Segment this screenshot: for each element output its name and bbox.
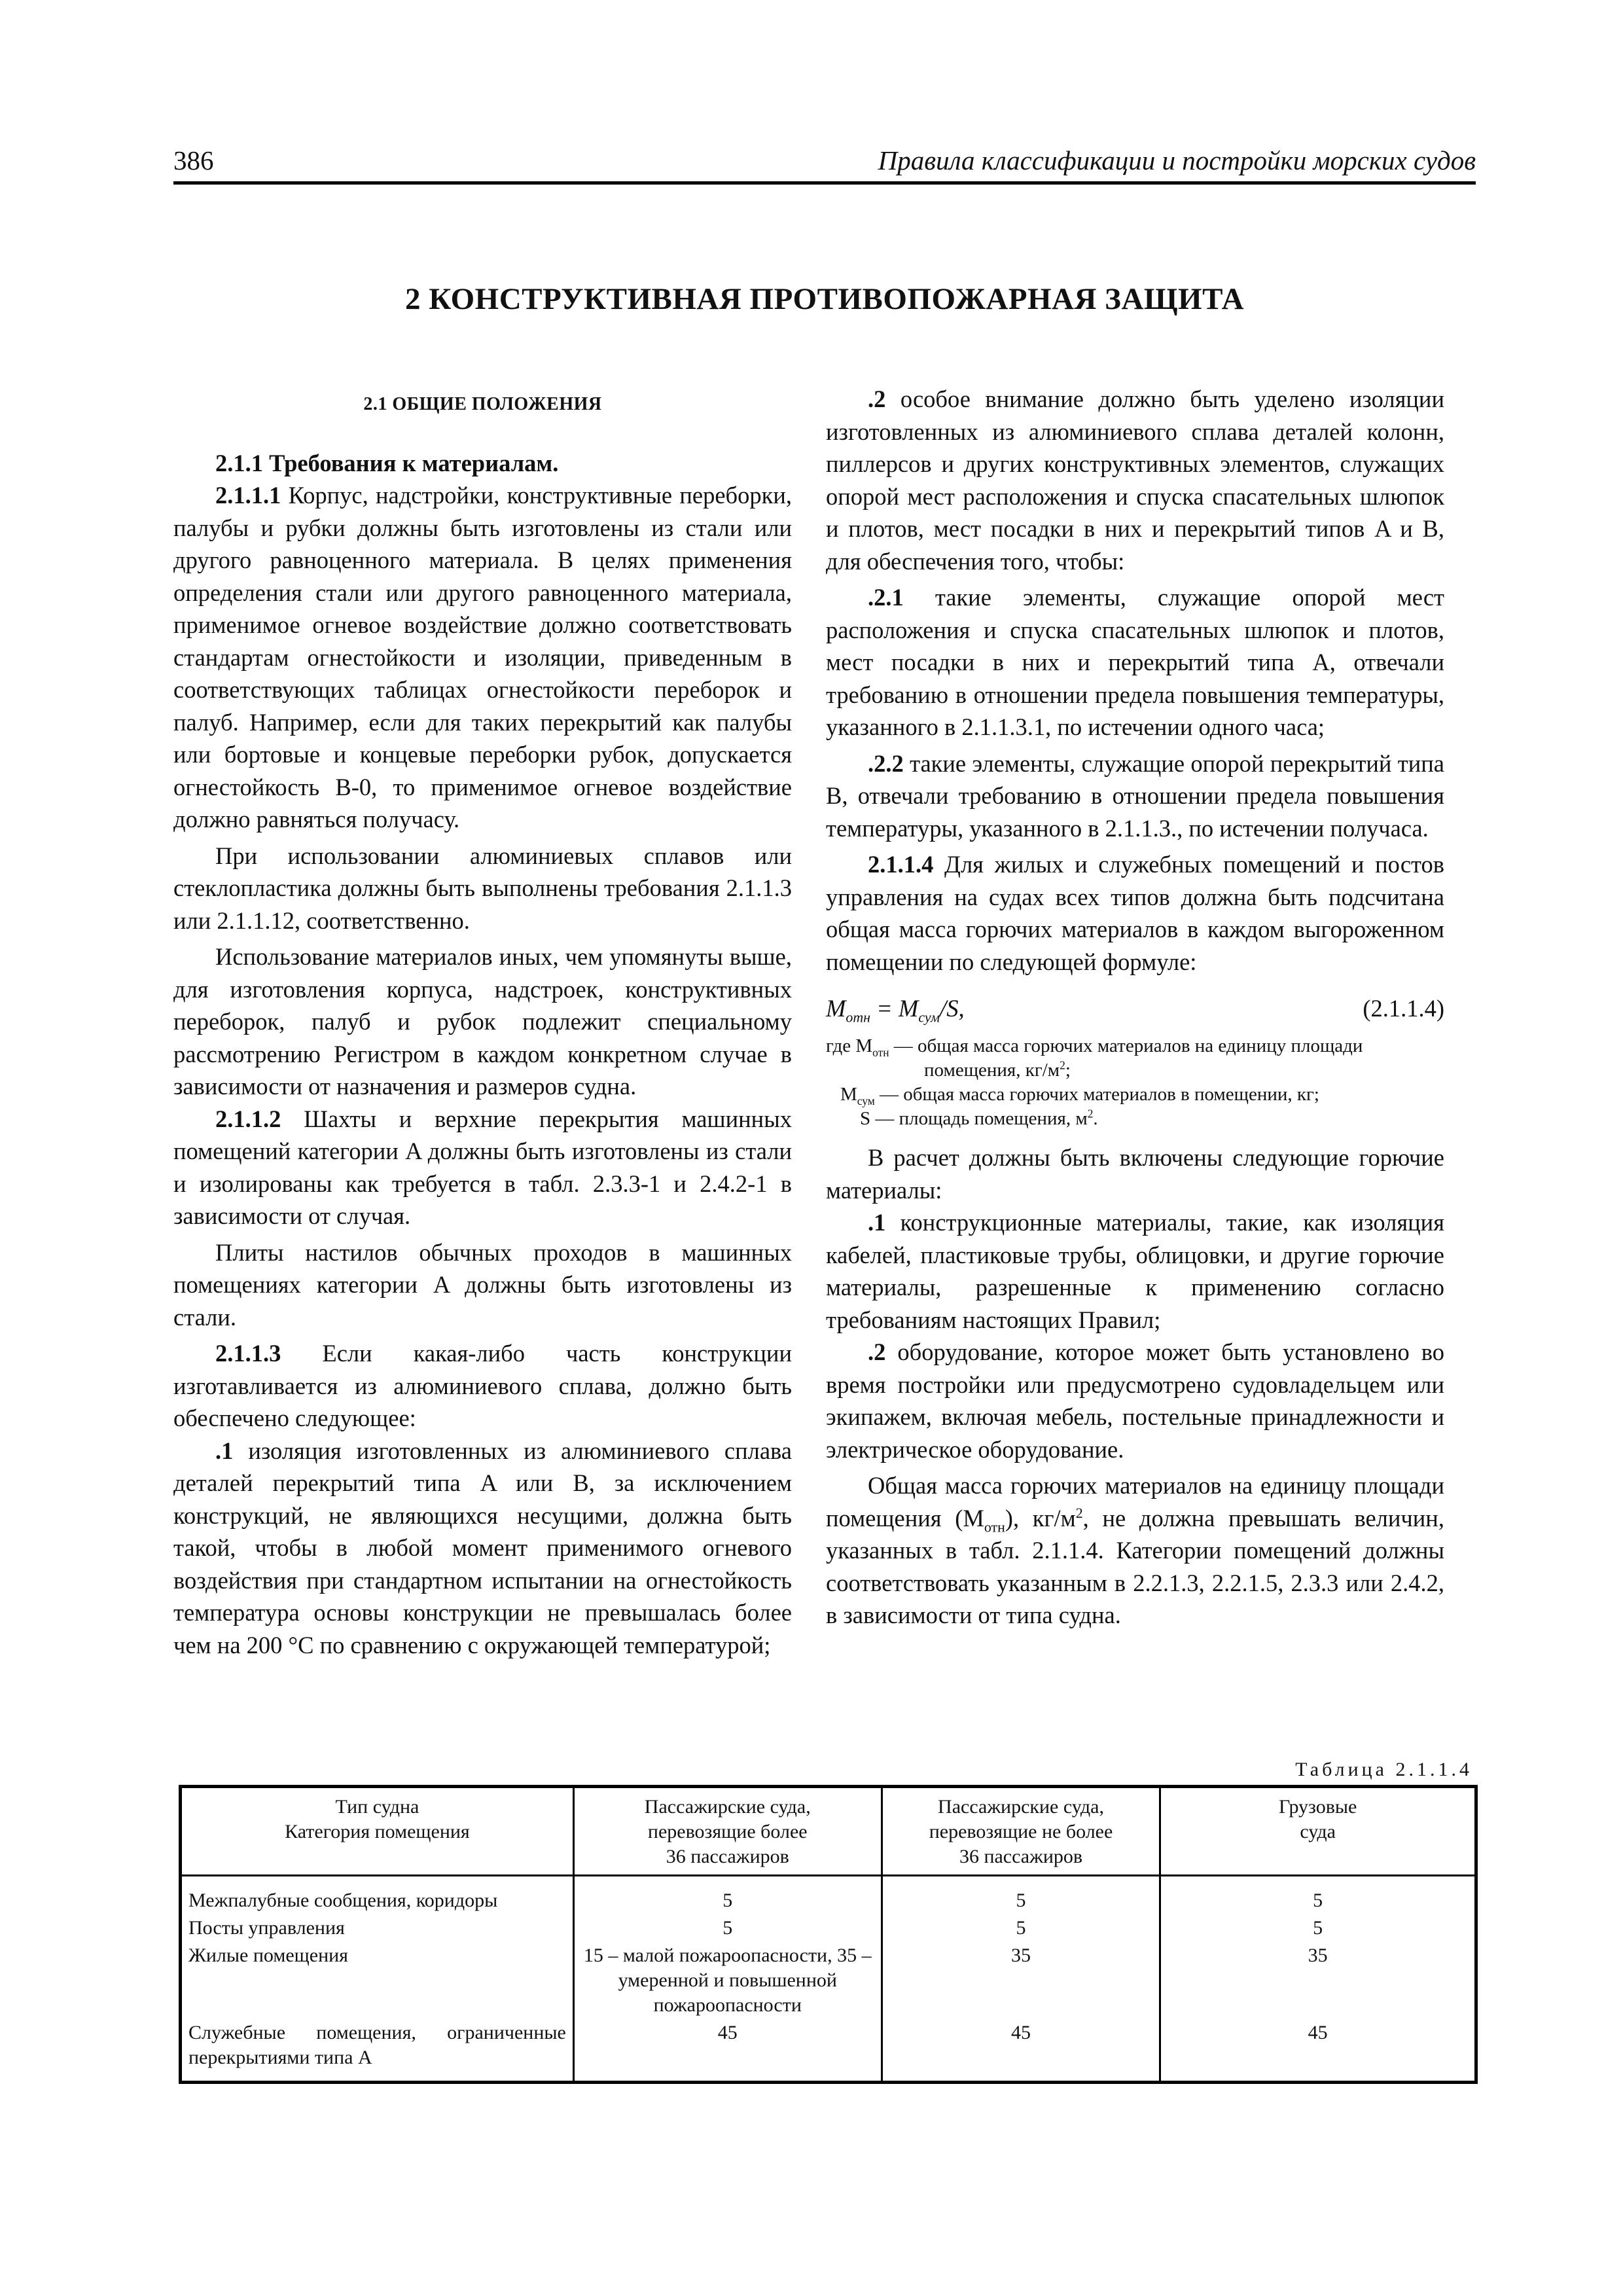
table-cell: Жилые помещения bbox=[188, 1945, 348, 1966]
formula-number: (2.1.1.4) bbox=[1363, 995, 1444, 1022]
chapter-title: 2 КОНСТРУКТИВНАЯ ПРОТИВОПОЖАРНАЯ ЗАЩИТА bbox=[404, 282, 1245, 316]
list-item-2-1: .2.1 такие элементы, служащие опорой мест расположения и спуска спасательных шлюпок и плотов, мест посадки в них и перекрытий типа A, отвечали требованию в отношении предела повышения температуры, указанного в 2.1.1.3.1, по истечении одного часа; bbox=[826, 584, 1444, 740]
table-cell: 45 bbox=[882, 2019, 1160, 2083]
table-cell: 5 bbox=[1160, 1914, 1476, 1942]
table-row bbox=[181, 1914, 1476, 1942]
paragraph: В расчет должны быть включены следующие горючие материалы: bbox=[826, 1144, 1444, 1204]
table-cell: Служебные помещения, ограниченные перекрытиями типа A bbox=[188, 2022, 566, 2068]
section-heading: 2.1 ОБЩИЕ ПОЛОЖЕНИЯ bbox=[363, 394, 602, 414]
item-number: .2 bbox=[868, 1338, 886, 1365]
clause-number: 2.1.1.3 bbox=[215, 1340, 281, 1367]
table-cell: 5 bbox=[573, 1876, 882, 1915]
formula-definitions bbox=[826, 1034, 1444, 1131]
paragraph: Общая масса горючих материалов на единицу площади помещения $(M_{отн})$, $кг/м^2$, не должна превышать величин, указанных в табл. 2.1.1.4. Категории помещений должны соответствовать указанным в 2.2.1.3, 2.2.1.5, 2.3.3 или 2.4.2, в зависимости от типа судна. bbox=[826, 1472, 1444, 1628]
right-column bbox=[826, 383, 1444, 1632]
table-cell: 45 bbox=[1160, 2019, 1476, 2083]
table-cell: 35 bbox=[882, 1942, 1160, 2019]
paragraph: Использование материалов иных, чем упомянуты выше, для изготовления корпуса, надстроек, конструктивных переборок, палуб и рубок подлежит специальному рассмотрению Регистром в каждом конкретном случае в зависимости от назначения и размеров судна. bbox=[173, 943, 792, 1100]
clause-number: 2.1.1.2 bbox=[215, 1105, 281, 1132]
table-cell: 5 bbox=[882, 1876, 1160, 1915]
table-cell: 5 bbox=[882, 1914, 1160, 1942]
table-row bbox=[181, 1876, 1476, 1915]
table-cell: Посты управления bbox=[188, 1917, 345, 1939]
table-header-cell: Пассажирские суда, перевозящие более 36 пассажиров bbox=[573, 1787, 882, 1876]
paragraph: Плиты настилов обычных проходов в машинных помещениях категории A должны быть изготовлены из стали. bbox=[173, 1238, 792, 1331]
table-cell: 45 bbox=[573, 2019, 882, 2083]
left-column bbox=[173, 383, 792, 1661]
definition-m-sum: $M_{сум}$ — общая масса горючих материалов в помещении, кг; bbox=[840, 1084, 1319, 1107]
combustible-mass-table bbox=[179, 1785, 1478, 2084]
definition-m-otn: где $M_{отн}$ — общая масса горючих материалов на единицу площади помещения, $кг/м^2$; bbox=[826, 1035, 1363, 1081]
definition-s: S — площадь помещения, $м^2$. bbox=[860, 1107, 1098, 1129]
table-header-row bbox=[181, 1787, 1476, 1876]
item-number: .2.2 bbox=[868, 749, 904, 777]
table-row bbox=[181, 2019, 1476, 2083]
table-cell: 5 bbox=[573, 1914, 882, 1942]
list-item-1: .1 конструкционные материалы, такие, как изоляция кабелей, пластиковые трубы, облицовки, и другие горючие материалы, разрешенные к применению согласно требованиям настоящих Правил; bbox=[826, 1209, 1444, 1333]
paragraph: При использовании алюминиевых сплавов или стеклопластика должны быть выполнены требования 2.1.1.3 или 2.1.1.12, соответственно. bbox=[173, 842, 792, 934]
page-header bbox=[173, 141, 1476, 185]
item-number: .1 bbox=[868, 1209, 886, 1236]
table-caption: Таблица 2.1.1.4 bbox=[1295, 1759, 1472, 1780]
paragraph-2-1-1-1: 2.1.1.1 Корпус, надстройки, конструктивные переборки, палубы и рубки должны быть изготовлены из стали или другого равноценного материала. В целях применения определения стали или другого равноценного материала, применимое огневое воздействие должно соответствовать стандартам огнестойкости и изоляции, приведенным в соответствующих таблицах огнестойкости переборок и палуб. Например, если для таких перекрытий как палубы или бортовые и концевые переборки рубок, допускается огнестойкость B-0, то применимое огневое воздействие должно равняться получасу. bbox=[173, 482, 792, 833]
list-item-2: .2 особое внимание должно быть уделено изоляции изготовленных из алюминиевого сплава деталей колонн, пиллерсов и других конструктивных элементов, служащих опорой мест расположения и спуска спасательных шлюпок и плотов, мест посадки в них и перекрытий типов A и B, для обеспечения того, чтобы: bbox=[826, 386, 1444, 575]
table-cell: Межпалубные сообщения, коридоры bbox=[188, 1890, 498, 1911]
item-number: .1 bbox=[215, 1437, 234, 1464]
table-cell: 35 bbox=[1160, 1942, 1476, 2019]
paragraph-2-1-1-4: 2.1.1.4 Для жилых и служебных помещений и постов управления на судах всех типов должна быть подсчитана общая масса горючих материалов в каждом выгороженном помещении по следующей формуле: bbox=[826, 851, 1444, 975]
list-item-2: .2 оборудование, которое может быть установлено во время постройки или предусмотрено судовладельцем или экипажем, включая мебель, постельные принадлежности и электрическое оборудование. bbox=[826, 1338, 1444, 1463]
clause-number: 2.1.1.1 bbox=[215, 482, 281, 509]
item-number: .2.1 bbox=[868, 584, 904, 611]
running-title: Правила классификации и постройки морских судов bbox=[878, 145, 1476, 175]
subsection-heading: 2.1.1 Требования к материалам. bbox=[215, 449, 559, 476]
list-item-1: .1 изоляция изготовленных из алюминиевого сплава деталей перекрытий типа A или B, за исключением конструкций, не являющихся несущими, должна быть такой, чтобы в любой момент применимого огневого воздействия при стандартном испытании на огнестойкость температура основы конструкции не превышалась более чем на 200 °C по сравнению с окружающей температурой; bbox=[173, 1437, 792, 1659]
formula-expression: $M_{отн} = M_{сум}/S$, bbox=[826, 995, 965, 1026]
table-cell: 15 – малой пожароопасности, 35 – умеренной и повышенной пожароопасности bbox=[573, 1942, 882, 2019]
formula bbox=[826, 992, 1444, 1025]
table-cell: 5 bbox=[1160, 1876, 1476, 1915]
item-number: .2 bbox=[868, 386, 886, 412]
clause-number: 2.1.1.4 bbox=[868, 851, 934, 878]
paragraph-2-1-1-2: 2.1.1.2 Шахты и верхние перекрытия машинных помещений категории A должны быть изготовлены из стали и изолированы как требуется в табл. 2.3.3-1 и 2.4.2-1 в зависимости от случая. bbox=[173, 1105, 792, 1229]
list-item-2-2: .2.2 такие элементы, служащие опорой перекрытий типа B, отвечали требованию в отношении предела повышения температуры, указанного в 2.1.1.3., по истечении получаса. bbox=[826, 749, 1444, 842]
paragraph-2-1-1-3: 2.1.1.3 Если какая-либо часть конструкции изготавливается из алюминиевого сплава, должно быть обеспечено следующее: bbox=[173, 1340, 792, 1431]
table-header-cell: Тип судна Категория помещения bbox=[181, 1787, 574, 1876]
table-row bbox=[181, 1942, 1476, 2019]
table-header-cell: Грузовые суда bbox=[1160, 1787, 1476, 1876]
table-header-cell: Пассажирские суда, перевозящие не более 36 пассажиров bbox=[882, 1787, 1160, 1876]
page-number: 386 bbox=[173, 145, 214, 175]
